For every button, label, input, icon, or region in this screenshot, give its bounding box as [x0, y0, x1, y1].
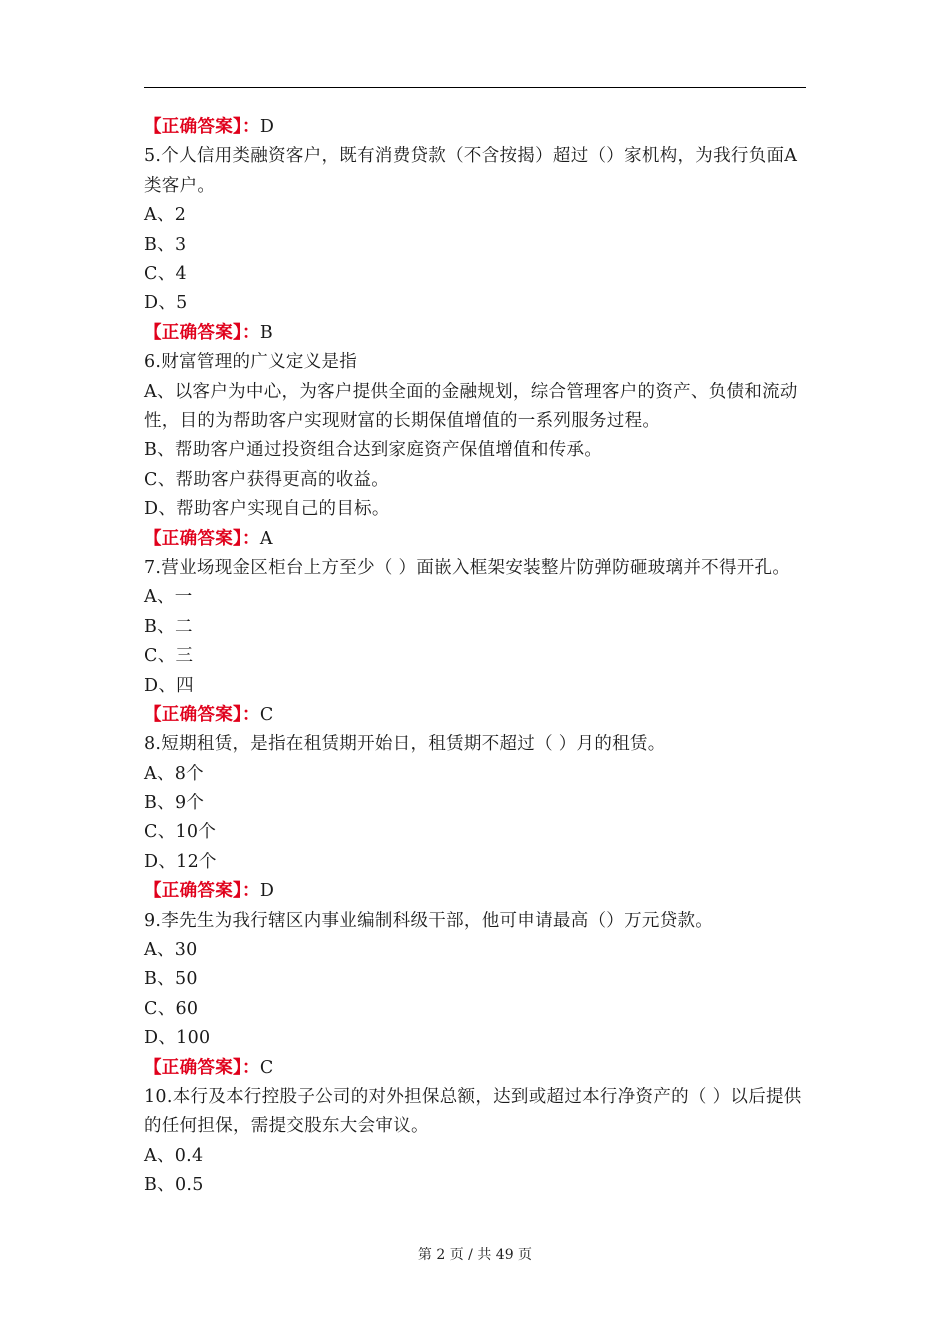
option: C、帮助客户获得更高的收益。: [144, 469, 390, 490]
option: A、以客户为中心，为客户提供全面的金融规划，综合管理客户的资产、负债和流动性，目的为帮助客户实现财富的长期保值增值的一系列服务过程。: [144, 381, 798, 431]
answer-value: B: [259, 322, 274, 343]
option: B、3: [144, 234, 187, 255]
option: C、三: [144, 646, 194, 667]
answer-line: [144, 319, 806, 348]
answer-label: 【正确答案】：: [144, 881, 260, 902]
option: A、2: [144, 205, 187, 226]
answer-label: 【正确答案】：: [144, 528, 260, 549]
option: A、30: [144, 940, 198, 961]
answer-label: 【正确答案】：: [144, 117, 260, 137]
answer-line: [144, 525, 806, 554]
page-footer: 第 2 页 / 共 49 页: [417, 1247, 533, 1263]
option: D、5: [144, 293, 188, 314]
option: D、帮助客户实现自己的目标。: [144, 499, 390, 520]
option: B、50: [144, 969, 198, 990]
answer-value: C: [259, 704, 274, 725]
answer-value: A: [259, 528, 273, 549]
question-stem: 10.本行及本行控股子公司的对外担保总额，达到或超过本行净资产的（ ）以后提供的任何担保，需提交股东大会审议。: [144, 1087, 802, 1137]
answer-value: C: [259, 1057, 274, 1078]
question-stem: 6.财富管理的广义定义是指: [144, 352, 358, 373]
question-stem: 8.短期租赁，是指在租赁期开始日，租赁期不超过（ ）月的租赁。: [144, 734, 666, 755]
question-stem: 9.李先生为我行辖区内事业编制科级干部，他可申请最高（）万元贷款。: [144, 910, 714, 931]
option: A、0.4: [144, 1145, 204, 1166]
question-stem: 7.营业场现金区柜台上方至少（ ）面嵌入框架安装整片防弹防砸玻璃并不得开孔。: [144, 557, 791, 578]
header-rule: [144, 87, 806, 88]
option: B、二: [144, 616, 193, 637]
option: A、一: [144, 587, 193, 608]
answer-value: D: [259, 881, 275, 902]
answer-line: [144, 113, 806, 142]
option: C、4: [144, 263, 187, 284]
answer-value: D: [259, 117, 275, 137]
option: C、60: [144, 998, 199, 1019]
option: C、10个: [144, 822, 217, 843]
answer-line: [144, 877, 806, 906]
answer-label: 【正确答案】：: [144, 1057, 260, 1078]
option: D、四: [144, 675, 194, 696]
option: B、0.5: [144, 1175, 204, 1196]
question-stem: 5.个人信用类融资客户，既有消费贷款（不含按揭）超过（）家机构，为我行负面A类客户。: [144, 146, 798, 196]
option: D、12个: [144, 851, 217, 872]
answer-label: 【正确答案】：: [144, 322, 260, 343]
answer-line: [144, 701, 806, 730]
answer-line: [144, 1054, 806, 1083]
page-content: [144, 113, 806, 1201]
option: A、8个: [144, 763, 204, 784]
option: B、9个: [144, 793, 205, 814]
option: B、帮助客户通过投资组合达到家庭资产保值增值和传承。: [144, 440, 603, 461]
answer-label: 【正确答案】：: [144, 704, 260, 725]
option: D、100: [144, 1028, 211, 1049]
